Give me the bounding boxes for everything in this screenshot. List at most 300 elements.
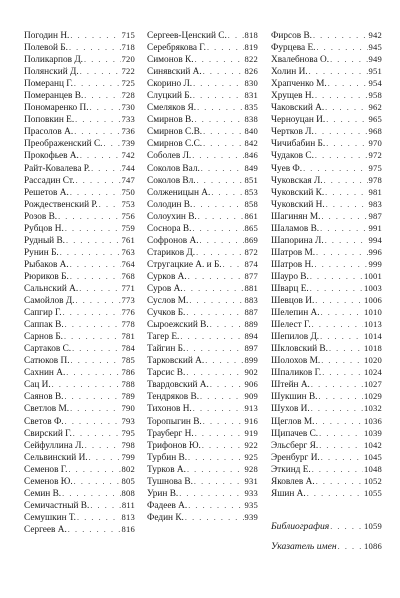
dot-leader	[65, 223, 121, 235]
toc-entry-name: Трифонов Ю.	[147, 440, 201, 451]
dot-leader	[188, 271, 244, 283]
toc-entry	[24, 427, 135, 439]
toc-entry-name: Суслов М.	[147, 296, 189, 307]
toc-page-number: 756	[121, 210, 135, 221]
toc-entry	[147, 174, 258, 186]
dot-leader	[203, 138, 243, 150]
toc-entry	[147, 294, 258, 306]
toc-entry-name: Фирсов В.	[271, 31, 312, 41]
toc-entry-name: Померанцев В.	[24, 91, 84, 102]
toc-page-number: 1018	[364, 343, 382, 354]
dot-leader	[203, 416, 244, 428]
dot-leader	[194, 476, 244, 488]
toc-entry-name: Прокофьев А.	[24, 151, 79, 162]
toc-entry	[271, 451, 382, 463]
toc-page-number: 799	[121, 451, 135, 462]
dot-leader	[186, 367, 243, 379]
dot-leader	[330, 517, 363, 537]
toc-page-number: 983	[368, 198, 382, 209]
toc-entry	[24, 210, 135, 222]
toc-entry-name: Солженицын А.	[147, 187, 211, 198]
toc-page-number: 771	[121, 282, 135, 293]
toc-entry	[271, 318, 382, 330]
toc-page-number: 931	[244, 475, 258, 486]
toc-entry-name: Сучков Б.	[147, 308, 186, 319]
toc-entry	[271, 282, 382, 294]
toc-page-number: 1003	[364, 282, 382, 293]
toc-entry	[24, 330, 135, 342]
toc-entry-name: Саянов В.	[24, 392, 64, 403]
dot-leader	[321, 452, 363, 464]
toc-page-number: 1052	[364, 475, 382, 486]
toc-page-number: 978	[368, 174, 382, 185]
toc-page-number: 906	[244, 379, 258, 390]
toc-entry	[24, 487, 135, 499]
toc-page-number: 831	[244, 90, 258, 101]
toc-entry-name: Семин В.	[24, 488, 62, 499]
toc-page-number: 728	[121, 90, 135, 101]
dot-leader	[307, 488, 363, 500]
dot-leader	[58, 211, 120, 223]
toc-entry	[271, 415, 382, 427]
dot-leader	[72, 343, 120, 355]
toc-entry-name: Сахнин А.	[24, 368, 66, 379]
toc-entry-name: Шкловский В.	[271, 344, 328, 355]
toc-entry	[24, 53, 135, 65]
toc-page-number: 802	[121, 463, 135, 474]
dot-leader	[197, 102, 243, 114]
toc-column-3	[271, 29, 382, 556]
toc-entry	[271, 186, 382, 198]
toc-entry	[147, 41, 258, 53]
dot-leader	[211, 187, 243, 199]
toc-entry	[147, 511, 258, 523]
toc-page-number: 715	[121, 30, 135, 40]
dot-leader	[70, 259, 121, 271]
dot-leader	[198, 211, 244, 223]
toc-entry-name: Сыроежский В.	[147, 320, 209, 331]
dot-leader	[325, 102, 367, 114]
toc-entry-name: Софронов А.	[147, 235, 199, 246]
toc-entry-name: Штейн А.	[271, 380, 310, 391]
toc-page-number: 865	[244, 222, 258, 233]
toc-entry-name: Шагинян М.	[271, 211, 321, 222]
toc-page-number: 1024	[364, 367, 382, 378]
toc-entry-name: Шауро В.	[271, 271, 309, 282]
toc-page-number: 994	[368, 234, 382, 245]
toc-page-number: 793	[121, 415, 135, 426]
dot-leader	[205, 355, 243, 367]
toc-page-number: 872	[244, 246, 258, 257]
toc-entry-name: Поповкин Е.	[24, 115, 75, 126]
dot-leader	[196, 247, 243, 259]
toc-entry	[271, 354, 382, 366]
toc-entry-name: Шолохов М.	[271, 356, 321, 367]
toc-page-number: 1039	[364, 427, 382, 438]
toc-entry-name: Чертков Л.	[271, 127, 314, 138]
toc-page-number: 913	[244, 403, 258, 414]
toc-entry	[271, 113, 382, 125]
toc-page-number: 853	[244, 186, 258, 197]
toc-page-number: 808	[121, 487, 135, 498]
toc-entry	[147, 354, 258, 366]
dot-leader	[89, 452, 121, 464]
toc-page-number: 962	[368, 102, 382, 113]
dot-leader	[68, 524, 121, 536]
dot-leader	[193, 403, 244, 415]
toc-entry	[147, 415, 258, 427]
toc-entry	[271, 65, 382, 77]
toc-entry-name: Эльсберг Я.	[271, 440, 319, 451]
toc-entry-name: Федин К.	[147, 512, 184, 523]
toc-entry	[24, 258, 135, 270]
dot-leader	[187, 464, 244, 476]
toc-page-number: 894	[244, 331, 258, 342]
toc-page-number: 1020	[364, 355, 382, 366]
toc-entry	[147, 475, 258, 487]
toc-entry	[271, 210, 382, 222]
toc-entry	[147, 186, 258, 198]
toc-entry-name: Райт-Ковалева Р.	[24, 163, 91, 174]
dot-leader	[76, 175, 121, 187]
toc-entry-name: Преображенский С.	[24, 139, 103, 150]
toc-page-number: 720	[121, 54, 135, 65]
toc-entry	[147, 162, 258, 174]
dot-leader	[310, 283, 363, 295]
toc-entry	[24, 77, 135, 89]
dot-leader	[68, 464, 120, 476]
toc-entry	[24, 113, 135, 125]
toc-page-number: 999	[368, 258, 382, 269]
toc-entry	[147, 318, 258, 330]
toc-entry	[24, 499, 135, 511]
toc-entry	[147, 53, 258, 65]
dot-leader	[188, 452, 243, 464]
toc-entry	[147, 366, 258, 378]
toc-entry	[24, 174, 135, 186]
toc-entry-name: Турбин В.	[147, 452, 188, 463]
dot-leader	[70, 187, 121, 199]
toc-page-number: 970	[368, 138, 382, 149]
toc-special-entry	[271, 536, 382, 556]
toc-entry	[271, 487, 382, 499]
toc-entry-name: Чудаков С.	[271, 151, 314, 162]
dot-leader	[311, 403, 363, 415]
toc-entry-name: Библиография	[271, 520, 330, 532]
dot-leader	[328, 78, 368, 90]
toc-entry-name: Рубцов Н.	[24, 223, 64, 234]
dot-leader	[193, 90, 244, 102]
toc-entry-name: Сельвинский И.	[24, 452, 88, 463]
toc-entry	[147, 149, 258, 161]
dot-leader	[316, 247, 367, 259]
toc-page-number: 739	[121, 138, 135, 149]
toc-entry-name: Солоухин В.	[147, 211, 197, 222]
toc-entry-name: Светов Ф.	[24, 416, 64, 427]
toc-page-number: 1027	[364, 379, 382, 390]
toc-entry-name: Хвалебнова О.	[271, 55, 330, 66]
toc-entry	[24, 463, 135, 475]
toc-entry-name: Шукшин В.	[271, 392, 318, 403]
dot-leader	[319, 428, 363, 440]
toc-page-number: 945	[368, 42, 382, 53]
toc-entry	[24, 41, 135, 53]
toc-entry-name: Сац И.	[24, 380, 51, 391]
toc-entry-name: Поликарпов Д.	[24, 55, 84, 66]
dot-leader	[186, 343, 243, 355]
dot-leader	[64, 391, 120, 403]
toc-page-number: 916	[244, 415, 258, 426]
dot-leader	[326, 114, 367, 126]
toc-entry-name: Тарковский А.	[147, 356, 205, 367]
toc-entry	[271, 174, 382, 186]
toc-entry-name: Черноуцан И.	[271, 115, 326, 126]
toc-page-number: 1055	[364, 487, 382, 498]
toc-entry-name: Погодин Н.	[24, 31, 70, 41]
dot-leader	[80, 150, 121, 162]
toc-entry-name: Чаковский А.	[271, 103, 325, 114]
toc-entry	[271, 402, 382, 414]
toc-entry	[147, 402, 258, 414]
toc-entry	[24, 125, 135, 137]
toc-entry	[271, 294, 382, 306]
dot-leader	[74, 78, 121, 90]
toc-page-number: 835	[244, 102, 258, 113]
toc-page-number: 819	[244, 42, 258, 53]
toc-entry-name: Эткинд Е.	[271, 464, 311, 475]
toc-entry	[24, 270, 135, 282]
dot-leader	[319, 440, 363, 452]
toc-special-entry	[271, 516, 382, 536]
toc-page-number: 822	[244, 54, 258, 65]
dot-leader	[207, 42, 244, 54]
toc-column-1	[24, 29, 135, 535]
toc-page-number: 991	[368, 222, 382, 233]
toc-entry-name: Сальнский А.	[24, 283, 79, 294]
toc-entry-name: Трауберг Н.	[147, 428, 194, 439]
toc-page-number: 785	[121, 355, 135, 366]
toc-page-number: 763	[121, 246, 135, 257]
dot-leader	[322, 367, 363, 379]
toc-entry	[147, 330, 258, 342]
toc-entry	[271, 77, 382, 89]
dot-leader	[309, 66, 368, 78]
toc-page-number: 869	[244, 234, 258, 245]
toc-entry	[271, 198, 382, 210]
dot-leader	[70, 403, 120, 415]
dot-leader	[74, 126, 120, 138]
toc-page-number: 798	[121, 439, 135, 450]
toc-entry-name: Чуковская Л.	[271, 175, 323, 186]
toc-entry-name: Эренбург И.	[271, 452, 320, 463]
dot-leader	[316, 42, 367, 54]
toc-entry	[24, 354, 135, 366]
toc-page-number: 747	[121, 174, 135, 185]
toc-page-number: 965	[368, 114, 382, 125]
dot-leader	[210, 379, 244, 391]
toc-entry-name: Пономаренко П.	[24, 103, 89, 114]
toc-entry	[147, 390, 258, 402]
toc-page-number: 750	[121, 186, 135, 197]
toc-entry	[24, 149, 135, 161]
toc-entry-name: Сарнов Б.	[24, 332, 63, 343]
toc-entry-name: Шелепин А.	[271, 308, 320, 319]
toc-page-number: 718	[121, 42, 135, 53]
toc-entry-name: Тендряков В.	[147, 392, 200, 403]
toc-entry	[271, 390, 382, 402]
dot-leader	[52, 379, 121, 391]
toc-entry	[147, 342, 258, 354]
toc-entry-name: Тихонов Н.	[147, 404, 192, 415]
toc-page-number: 996	[368, 246, 382, 257]
dot-leader	[329, 343, 363, 355]
toc-entry	[24, 511, 135, 523]
toc-page-number: 919	[244, 427, 258, 438]
toc-entry	[271, 222, 382, 234]
toc-entry	[147, 210, 258, 222]
dot-leader	[315, 295, 363, 307]
toc-entry	[271, 29, 382, 41]
dot-leader	[312, 464, 363, 476]
toc-page-number: 826	[244, 66, 258, 77]
toc-page-number: 928	[244, 463, 258, 474]
toc-page-number: 744	[121, 162, 135, 173]
toc-entry-name: Сатюков П.	[24, 356, 70, 367]
dot-leader	[319, 391, 363, 403]
toc-entry-name: Решетов А.	[24, 187, 69, 198]
toc-page-number: 972	[368, 150, 382, 161]
toc-entry	[147, 451, 258, 463]
toc-entry	[271, 41, 382, 53]
toc-entry-name: Семичастный В.	[24, 500, 90, 511]
dot-leader	[66, 235, 120, 247]
toc-page-number: 933	[244, 487, 258, 498]
toc-page-number: 790	[121, 403, 135, 414]
toc-page-number: 897	[244, 343, 258, 354]
dot-leader	[321, 355, 363, 367]
toc-entry	[271, 89, 382, 101]
toc-entry-name: Полевой Б.	[24, 43, 68, 54]
toc-page-number: 725	[121, 78, 135, 89]
toc-entry	[147, 222, 258, 234]
toc-entry	[271, 306, 382, 318]
toc-entry-name: Соколов Вал.	[147, 163, 200, 174]
toc-entry-name: Светлов М.	[24, 404, 70, 415]
toc-page-number: 935	[244, 499, 258, 510]
toc-entry	[147, 306, 258, 318]
toc-page-number: 981	[368, 186, 382, 197]
toc-page-number: 889	[244, 319, 258, 330]
dot-leader	[192, 150, 243, 162]
toc-page-number: 722	[121, 66, 135, 77]
dot-leader	[75, 114, 120, 126]
toc-page-number: 846	[244, 150, 258, 161]
toc-entry	[271, 366, 382, 378]
toc-entry-name: Фурцева Е.	[271, 43, 316, 54]
toc-entry-name: Смирнов В.	[147, 115, 194, 126]
toc-page-number: 922	[244, 439, 258, 450]
toc-page-number: 1014	[364, 331, 382, 342]
toc-entry-name: Полянский Д.	[24, 67, 79, 78]
toc-entry	[24, 65, 135, 77]
toc-entry-name: Фадеев А.	[147, 500, 188, 511]
dot-leader	[193, 78, 243, 90]
toc-entry-name: Семушкин Т.	[24, 512, 76, 523]
toc-entry-name: Свирский Г.	[24, 428, 72, 439]
dot-leader	[66, 367, 120, 379]
toc-entry-name: Щеглов М.	[271, 416, 315, 427]
toc-entry-name: Суров А.	[147, 283, 183, 294]
toc-page-number: 784	[121, 343, 135, 354]
toc-entry-name: Соснора В.	[147, 223, 192, 234]
toc-page-number: 1032	[364, 403, 382, 414]
toc-entry	[147, 270, 258, 282]
dot-leader	[195, 54, 244, 66]
toc-page-number: 1013	[364, 319, 382, 330]
dot-leader	[210, 319, 244, 331]
toc-entry-name: Турков А.	[147, 464, 186, 475]
toc-entry	[24, 234, 135, 246]
toc-entry	[24, 29, 135, 41]
dot-leader	[200, 235, 244, 247]
toc-page-number: 840	[244, 126, 258, 137]
dot-leader	[71, 355, 121, 367]
toc-entry-name: Шапорина Л.	[271, 235, 324, 246]
toc-entry	[271, 101, 382, 113]
toc-page-number: 1029	[364, 391, 382, 402]
toc-page-number: 1036	[364, 415, 382, 426]
toc-page-number: 1045	[364, 451, 382, 462]
toc-entry	[271, 258, 382, 270]
toc-entry-name: Тарсис В.	[147, 368, 186, 379]
toc-entry-name: Смирнов С.С.	[147, 139, 203, 150]
dot-leader	[185, 512, 244, 524]
toc-page-number: 1010	[364, 307, 382, 318]
toc-page-number: 1086	[364, 540, 382, 551]
toc-entry	[271, 246, 382, 258]
toc-entry-name: Шатров Н.	[271, 259, 314, 270]
toc-page-number: 849	[244, 162, 258, 173]
toc-entry-name: Синявский А.	[147, 67, 202, 78]
toc-entry-name: Шепилов Д.	[271, 332, 320, 343]
toc-entry-name: Симонов К.	[147, 55, 194, 66]
toc-entry	[271, 162, 382, 174]
toc-entry	[271, 463, 382, 475]
dot-leader	[320, 331, 363, 343]
dot-leader	[315, 416, 363, 428]
toc-entry	[24, 246, 135, 258]
dot-leader	[310, 271, 363, 283]
toc-entry-name: Яшин А.	[271, 488, 306, 499]
toc-entry	[271, 342, 382, 354]
toc-page-number: 925	[244, 451, 258, 462]
dot-leader	[315, 126, 368, 138]
toc-page-number: 773	[121, 295, 135, 306]
dot-leader	[202, 440, 244, 452]
toc-page-number: 733	[121, 114, 135, 125]
toc-entry-name: Сартаков С.	[24, 344, 72, 355]
dot-leader	[179, 488, 243, 500]
dot-leader	[90, 102, 121, 114]
toc-entry	[24, 222, 135, 234]
toc-page-number: 742	[121, 150, 135, 161]
toc-entry	[271, 125, 382, 137]
toc-entry	[271, 439, 382, 451]
toc-entry-name: Рунин Б.	[24, 247, 59, 258]
toc-page-number: 954	[368, 78, 382, 89]
toc-page-number: 1006	[364, 295, 382, 306]
dot-leader	[99, 199, 121, 211]
